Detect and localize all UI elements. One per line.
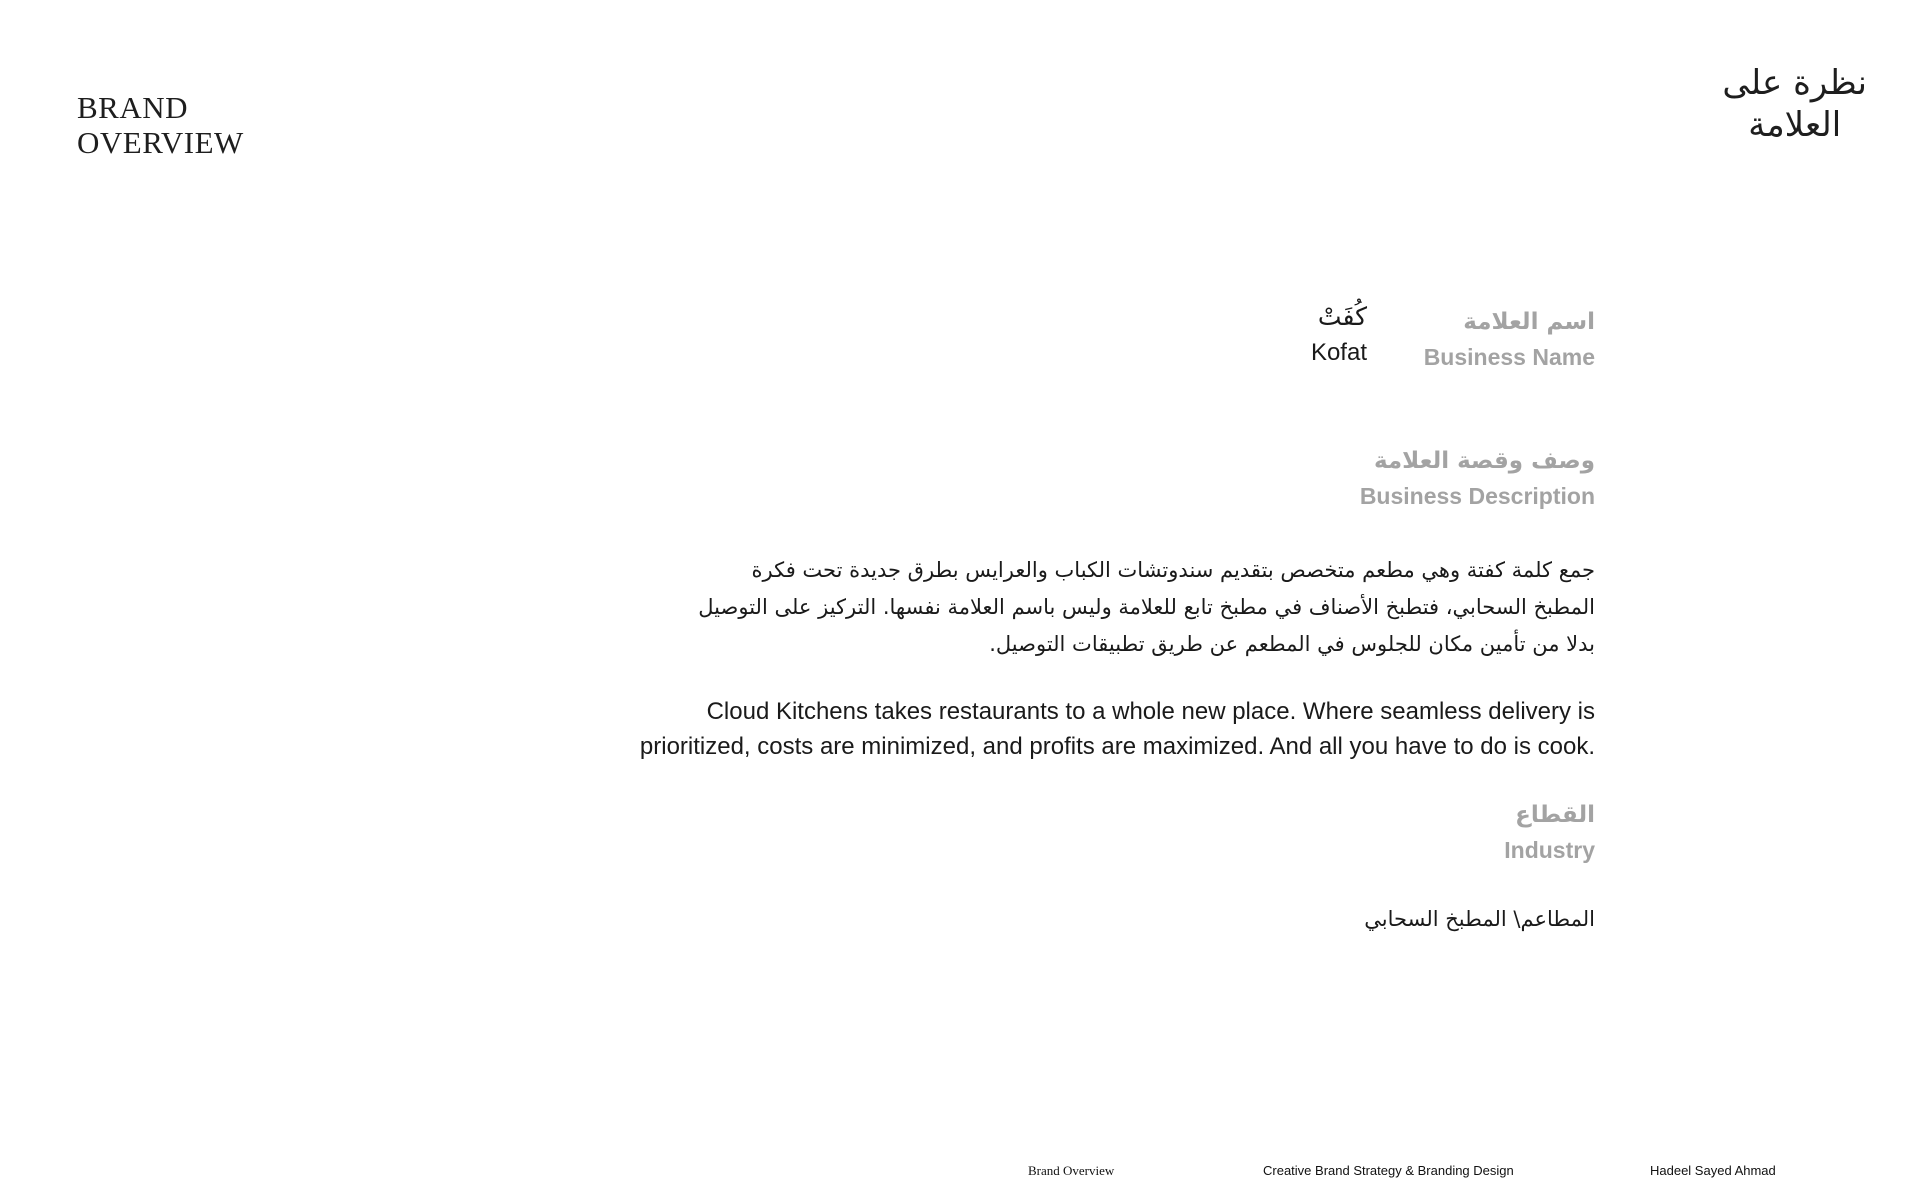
footer-author-name: Hadeel Sayed Ahmad — [1650, 1163, 1776, 1178]
description-ar-line: جمع كلمة كفتة وهي مطعم متخصص بتقديم سندوتشات الكباب والعرايس بطرق جديدة تحت فكرة — [751, 558, 1595, 582]
industry-label-ar: القطاع — [1515, 802, 1595, 828]
business-description-text-en — [595, 694, 1595, 764]
footer-project-name: Creative Brand Strategy & Branding Design — [1263, 1163, 1514, 1178]
description-en-line: prioritized, costs are minimized, and profits are maximized. And all you have to do is cook. — [639, 733, 1595, 760]
business-name-label-en: Business Name — [1423, 344, 1595, 370]
page-title-ar-line-2: العلامة — [1748, 105, 1842, 145]
page-title-en-line-2: OVERVIEW — [77, 125, 244, 160]
business-description-label-en: Business Description — [1359, 483, 1595, 509]
page-title-en — [77, 90, 244, 160]
description-ar-line: المطبخ السحابي، فتطبخ الأصناف في مطبخ تابع للعلامة وليس باسم العلامة نفسها. التركيز على التوصيل — [698, 595, 1595, 619]
industry-label-en: Industry — [1504, 837, 1595, 863]
description-en-line: Cloud Kitchens takes restaurants to a whole new place. Where seamless delivery is — [706, 698, 1595, 725]
industry-value-ar: المطاعم\ المطبخ السحابي — [1364, 907, 1595, 931]
footer-section-name: Brand Overview — [1028, 1163, 1115, 1178]
page-title-ar — [1722, 62, 1867, 146]
description-ar-line: بدلا من تأمين مكان للجلوس في المطعم عن طريق تطبيقات التوصيل. — [989, 632, 1595, 656]
business-name-label-ar: اسم العلامة — [1463, 309, 1595, 335]
page-title-en-line-1: BRAND — [77, 90, 189, 125]
business-name-value-en: Kofat — [1310, 339, 1367, 366]
business-description-text-ar — [595, 552, 1595, 663]
page-title-ar-line-1: نظرة على — [1722, 63, 1867, 103]
business-description-label-ar: وصف وقصة العلامة — [1373, 448, 1595, 474]
business-name-value-ar: كُفَتْ — [1317, 302, 1367, 331]
